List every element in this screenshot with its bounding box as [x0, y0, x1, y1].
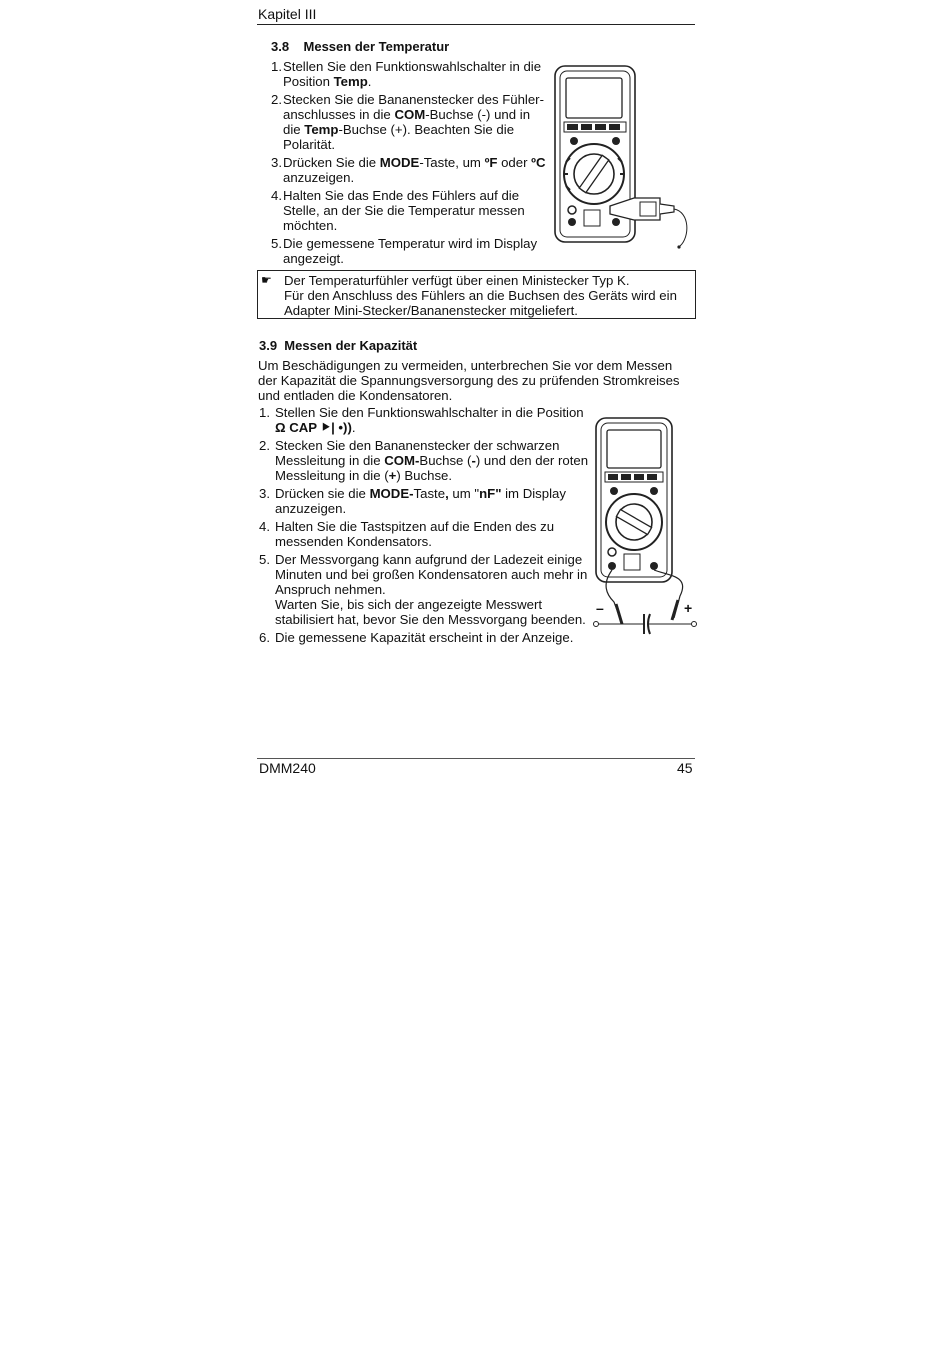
list-item — [271, 155, 546, 185]
step-text: Stellen Sie den Funktionswahlschalter in die Position Ω CAP ⯈| •)). — [275, 405, 584, 435]
step-number: 6. — [259, 630, 270, 645]
intro-line: der Kapazität die Spannungsversorgung des zu prüfenden Stromkreises — [258, 373, 680, 388]
note-line: Adapter Mini-Stecker/Bananenstecker mitgeliefert. — [284, 303, 578, 318]
step-number: 5. — [259, 552, 270, 567]
list-item — [271, 92, 546, 152]
step-text: Die gemessene Kapazität erscheint in der Anzeige. — [275, 630, 574, 645]
step-number: 2. — [259, 438, 270, 453]
plus-label: + — [684, 600, 693, 616]
chapter-title: Kapitel III — [258, 6, 317, 22]
section-3-8-steps — [271, 59, 546, 269]
note-line: Für den Anschluss des Fühlers an die Buchsen des Geräts wird ein — [284, 288, 677, 303]
list-item — [271, 59, 546, 89]
section-3-8-heading: 3.8 Messen der Temperatur — [271, 39, 450, 54]
list-item — [271, 188, 546, 233]
pointing-hand-icon: ☛ — [261, 273, 272, 287]
step-text: Stecken Sie die Bananenstecker des Fühler- anschlusses in die COM-Buchse (-) und in die Temp-Buchse (+). Beachten Sie die Polarität. — [283, 92, 544, 152]
diode-symbol: ⯈| — [320, 420, 335, 435]
step-number: 4. — [271, 188, 282, 203]
step-text: Drücken Sie die MODE-Taste, um ºF oder ºC anzuzeigen. — [283, 155, 546, 185]
list-item — [259, 630, 589, 645]
note-line: Der Temperaturfühler verfügt über einen Ministecker Typ K. — [284, 273, 630, 288]
step-text: Stellen Sie den Funktionswahlschalter in die Position Temp. — [283, 59, 542, 89]
minus-label: – — [596, 600, 604, 616]
step-text: Stecken Sie den Bananenstecker der schwarzen Messleitung in die COM-Buchse (-) und den der roten Messleitung in die (+) Buchse. — [275, 438, 589, 483]
step-text: Die gemessene Temperatur wird im Display angezeigt. — [283, 236, 538, 266]
step-text: Halten Sie das Ende des Fühlers auf die Stelle, an der Sie die Temperatur messen möchten. — [283, 188, 525, 233]
intro-line: und entladen die Kondensatoren. — [258, 388, 453, 403]
multimeter-temperature-illustration — [550, 62, 702, 252]
step-number: 3. — [271, 155, 282, 170]
section-3-9-steps — [259, 405, 589, 648]
list-item — [259, 519, 589, 549]
step-number: 4. — [259, 519, 270, 534]
section-3-9-heading: 3.9 Messen der Kapazität — [259, 338, 418, 353]
continuity-symbol: •)) — [334, 420, 352, 435]
note-text — [284, 273, 677, 318]
list-item — [259, 486, 589, 516]
step-number: 5. — [271, 236, 282, 251]
list-item — [271, 236, 546, 266]
header-rule — [257, 24, 695, 25]
step-number: 3. — [259, 486, 270, 501]
note-box — [257, 270, 696, 319]
step-text: Der Messvorgang kann aufgrund der Ladezeit einige Minuten und bei großen Kondensatoren auch mehr in Anspruch nehmen. Warten Sie, bis sich der angezeigte Messwert stabilisiert hat, bevor Sie den Messvorgang beenden. — [275, 552, 588, 627]
section-3-9-intro — [258, 358, 698, 403]
multimeter-capacitor-illustration — [592, 416, 698, 638]
step-number: 1. — [271, 59, 282, 74]
list-item — [259, 552, 589, 627]
intro-line: Um Beschädigungen zu vermeiden, unterbrechen Sie vor dem Messen — [258, 358, 673, 373]
step-number: 1. — [259, 405, 270, 420]
step-text: Drücken sie die MODE-Taste, um "nF" im Display anzuzeigen. — [275, 486, 566, 516]
list-item — [259, 405, 589, 435]
step-number: 2. — [271, 92, 282, 107]
list-item — [259, 438, 589, 483]
footer-model: DMM240 — [259, 760, 316, 776]
step-text: Halten Sie die Tastspitzen auf die Enden des zu messenden Kondensators. — [275, 519, 555, 549]
page-number: 45 — [677, 760, 693, 776]
footer-rule — [257, 758, 695, 759]
